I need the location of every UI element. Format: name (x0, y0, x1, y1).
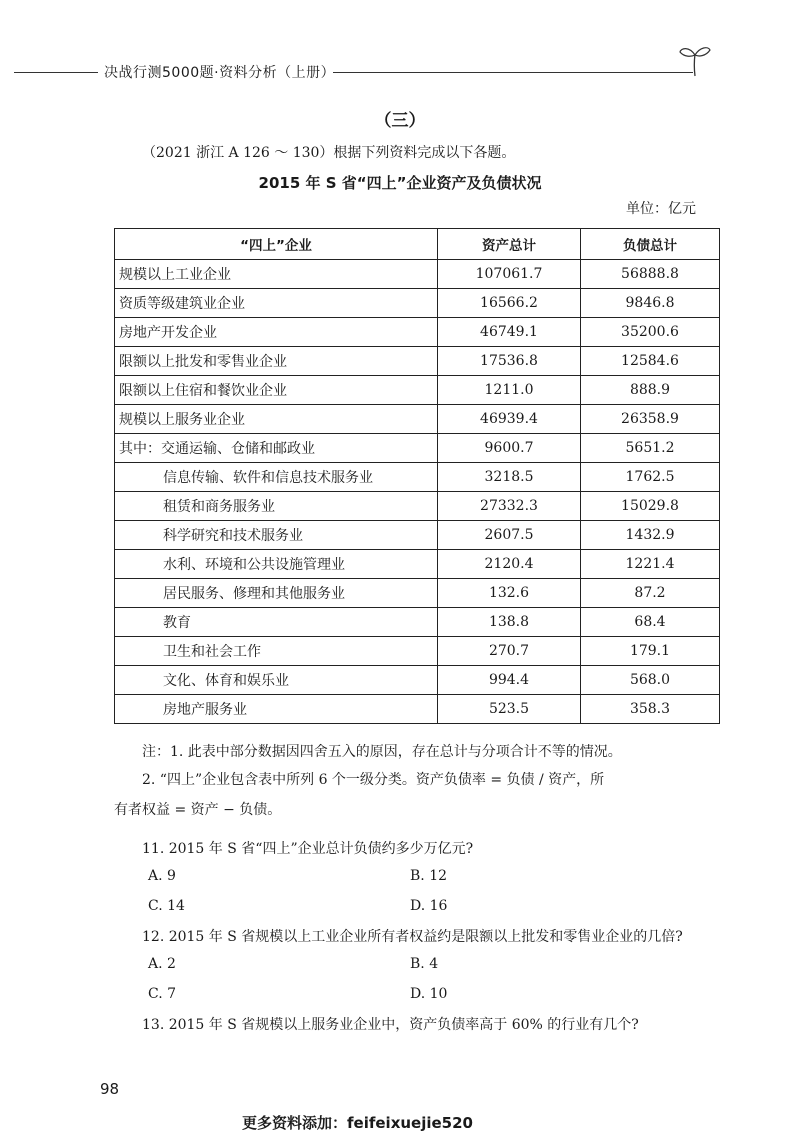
row-name: 规模以上服务业企业 (115, 405, 438, 434)
row-assets: 270.7 (438, 637, 581, 666)
page-number: 98 (100, 1080, 120, 1098)
table-row (115, 492, 720, 521)
note-1: 注：1. 此表中部分数据因四舍五入的原因，存在总计与分项合计不等的情况。 (142, 744, 622, 760)
row-assets: 3218.5 (438, 463, 581, 492)
row-name: 限额以上批发和零售业企业 (115, 347, 438, 376)
table-row (115, 289, 720, 318)
row-name: 其中：交通运输、仓储和邮政业 (115, 434, 438, 463)
row-liabilities: 1432.9 (581, 521, 720, 550)
row-liabilities: 26358.9 (581, 405, 720, 434)
row-name: 教育 (115, 608, 438, 637)
row-assets: 17536.8 (438, 347, 581, 376)
note-2: 2. “四上”企业包含表中所列 6 个一级分类。资产负债率 = 负债 / 资产，所 (142, 772, 605, 788)
question-12-option-d: D. 10 (410, 986, 448, 1002)
row-name: 规模以上工业企业 (115, 260, 438, 289)
row-liabilities: 5651.2 (581, 434, 720, 463)
question-12-option-b: B. 4 (410, 956, 439, 972)
footer-prefix: 更多资料添加： (242, 1114, 348, 1132)
section-heading: （三） (374, 111, 426, 131)
row-name: 科学研究和技术服务业 (115, 521, 438, 550)
row-assets: 138.8 (438, 608, 581, 637)
table-row (115, 579, 720, 608)
running-header: 决战行测5000题·资料分析（上册） (104, 65, 336, 81)
table-row (115, 637, 720, 666)
row-assets: 9600.7 (438, 434, 581, 463)
row-liabilities: 358.3 (581, 695, 720, 724)
row-assets: 523.5 (438, 695, 581, 724)
row-liabilities: 9846.8 (581, 289, 720, 318)
row-name: 房地产开发企业 (115, 318, 438, 347)
question-12-option-a: A. 2 (148, 956, 176, 972)
row-liabilities: 56888.8 (581, 260, 720, 289)
table-row (115, 521, 720, 550)
question-11: 11. 2015 年 S 省“四上”企业总计负债约多少万亿元? (142, 841, 474, 857)
table-row (115, 260, 720, 289)
table-row (115, 608, 720, 637)
table-row (115, 695, 720, 724)
row-name: 资质等级建筑业企业 (115, 289, 438, 318)
row-name: 信息传输、软件和信息技术服务业 (115, 463, 438, 492)
row-liabilities: 68.4 (581, 608, 720, 637)
row-liabilities: 888.9 (581, 376, 720, 405)
table-unit: 单位：亿元 (626, 201, 696, 217)
footer-watermark (242, 1112, 473, 1133)
question-12-option-c: C. 7 (148, 986, 177, 1002)
table-row (115, 376, 720, 405)
sprout-icon (678, 42, 712, 78)
row-assets: 132.6 (438, 579, 581, 608)
row-assets: 27332.3 (438, 492, 581, 521)
table-row (115, 434, 720, 463)
row-name: 文化、体育和娱乐业 (115, 666, 438, 695)
question-source: （2021 浙江 A 126 ～ 130）根据下列资料完成以下各题。 (142, 145, 516, 161)
row-assets: 1211.0 (438, 376, 581, 405)
row-name: 限额以上住宿和餐饮业企业 (115, 376, 438, 405)
row-assets: 46939.4 (438, 405, 581, 434)
question-11-option-d: D. 16 (410, 898, 448, 914)
table-title: 2015 年 S 省“四上”企业资产及负债状况 (258, 174, 542, 192)
question-11-option-a: A. 9 (148, 868, 176, 884)
table-row (115, 405, 720, 434)
col-header-enterprise: “四上”企业 (115, 229, 438, 260)
table-row (115, 666, 720, 695)
row-name: 水利、环境和公共设施管理业 (115, 550, 438, 579)
footer-handle: feifeixuejie520 (347, 1114, 473, 1132)
row-assets: 2120.4 (438, 550, 581, 579)
row-assets: 46749.1 (438, 318, 581, 347)
row-assets: 107061.7 (438, 260, 581, 289)
table-row (115, 550, 720, 579)
col-header-liabilities: 负债总计 (581, 229, 720, 260)
table-row (115, 318, 720, 347)
question-13: 13. 2015 年 S 省规模以上服务业企业中，资产负债率高于 60% 的行业有几个? (142, 1017, 639, 1033)
question-11-option-c: C. 14 (148, 898, 185, 914)
row-name: 租赁和商务服务业 (115, 492, 438, 521)
row-assets: 16566.2 (438, 289, 581, 318)
row-liabilities: 1762.5 (581, 463, 720, 492)
question-11-option-b: B. 12 (410, 868, 448, 884)
row-name: 房地产服务业 (115, 695, 438, 724)
col-header-assets: 资产总计 (438, 229, 581, 260)
table-header-row (115, 229, 720, 260)
table-row (115, 347, 720, 376)
header-rule-right (333, 72, 693, 73)
row-assets: 2607.5 (438, 521, 581, 550)
row-liabilities: 568.0 (581, 666, 720, 695)
row-liabilities: 1221.4 (581, 550, 720, 579)
row-assets: 994.4 (438, 666, 581, 695)
row-liabilities: 35200.6 (581, 318, 720, 347)
data-table (114, 228, 720, 724)
question-12: 12. 2015 年 S 省规模以上工业企业所有者权益约是限额以上批发和零售业企业的几倍? (142, 929, 683, 945)
row-liabilities: 87.2 (581, 579, 720, 608)
note-2-continued: 有者权益 = 资产 − 负债。 (114, 802, 282, 818)
row-liabilities: 12584.6 (581, 347, 720, 376)
row-liabilities: 15029.8 (581, 492, 720, 521)
table-row (115, 463, 720, 492)
header-rule-left (14, 72, 98, 73)
row-name: 卫生和社会工作 (115, 637, 438, 666)
row-liabilities: 179.1 (581, 637, 720, 666)
row-name: 居民服务、修理和其他服务业 (115, 579, 438, 608)
